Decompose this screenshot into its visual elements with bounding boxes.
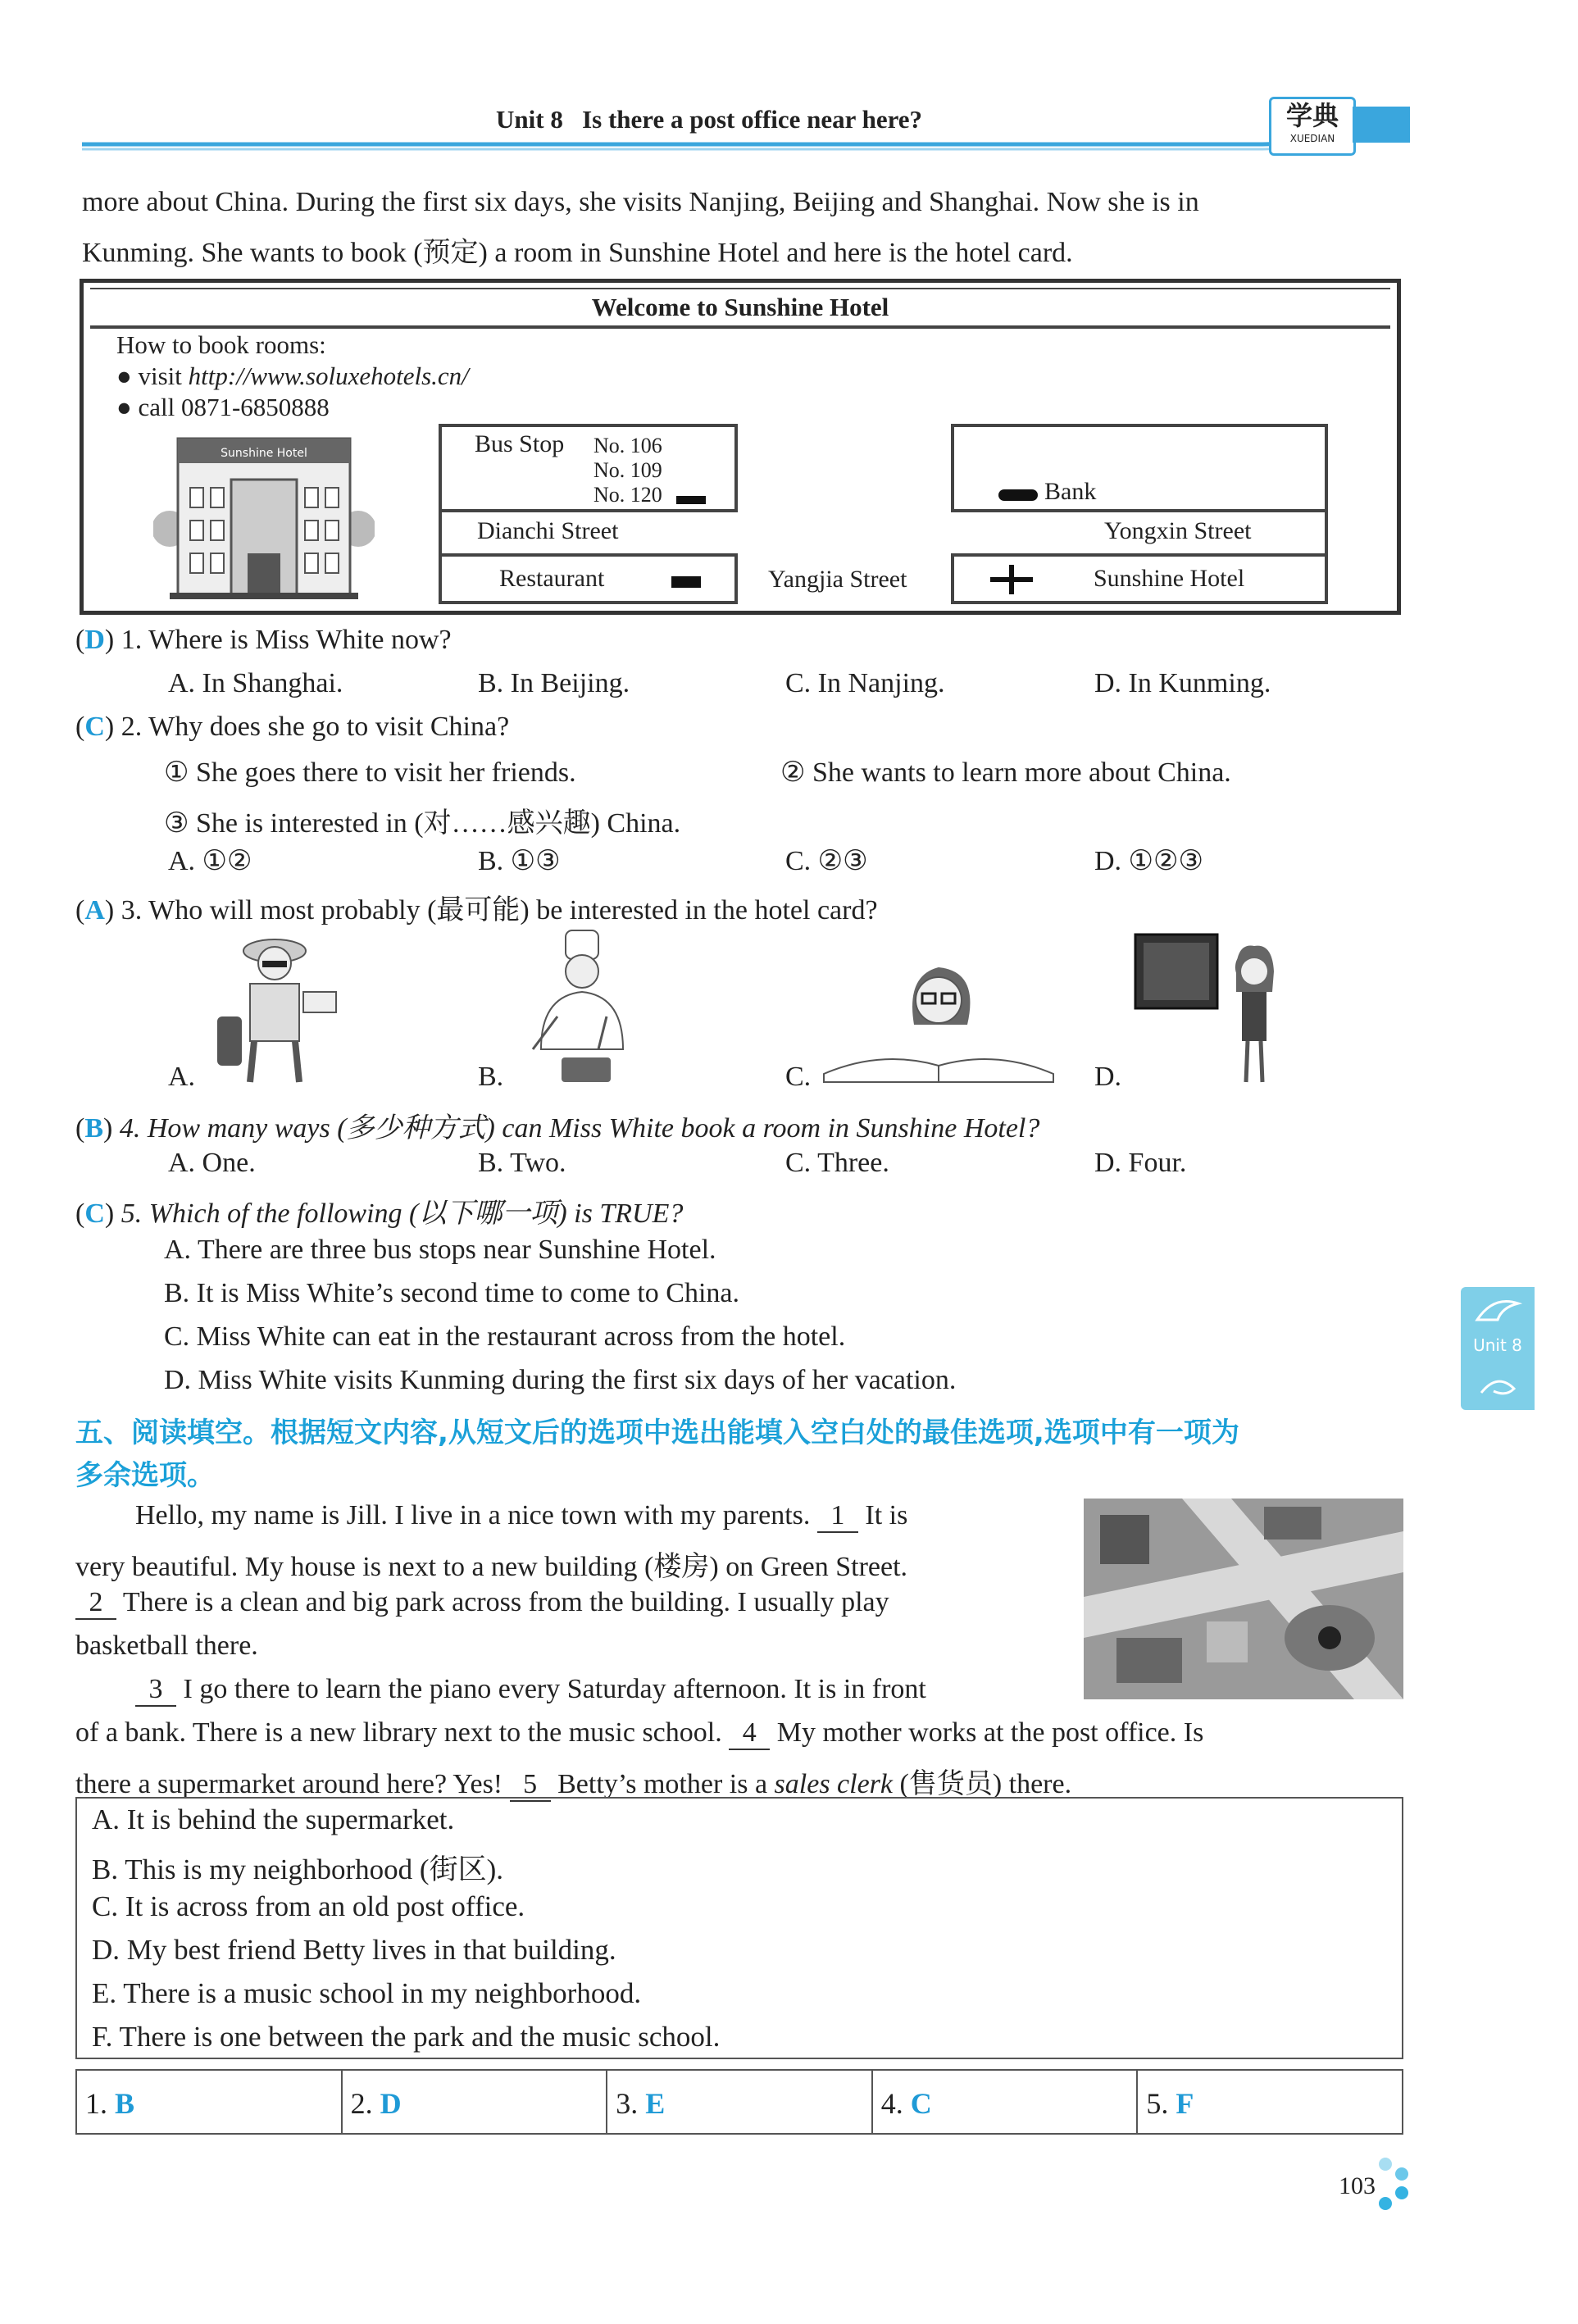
intro-line-2: Kunming. She wants to book (预定) a room in Sunshine Hotel and here is the hotel card.: [82, 238, 1073, 268]
logo: [1269, 97, 1356, 156]
q5-option-b: B. It is Miss White’s second time to come to China.: [164, 1278, 739, 1308]
blank-2[interactable]: 2: [75, 1587, 116, 1620]
bank-label: Bank: [1044, 478, 1097, 505]
answer-2: C: [84, 712, 105, 742]
q2-sub-3: ③ She is interested in (对……感兴趣) China.: [164, 808, 681, 839]
q3-option-d: D.: [1094, 1062, 1122, 1092]
visit-label: ● visit: [116, 362, 182, 390]
passage-line-6: [75, 1717, 1203, 1750]
section-5-title-line-2: 多余选项。: [75, 1459, 215, 1492]
q5-option-d: D. Miss White visits Kunming during the first six days of her vacation.: [164, 1365, 957, 1395]
q2-option-c: C. ②③: [785, 846, 868, 876]
answer-letter: B: [115, 2087, 135, 2120]
tourist-illustration: [205, 926, 344, 1090]
q2-sub-2: ② She wants to learn more about China.: [780, 757, 1231, 788]
answer-cell-1: [77, 2071, 343, 2133]
passage-text: My mother works at the post office. Is: [776, 1717, 1204, 1748]
question-1: (D) 1. Where is Miss White now?: [75, 625, 452, 655]
question-4: (B) 4. How many ways (多少种方式) can Miss White book a room in Sunshine Hotel?: [75, 1113, 1040, 1144]
q1-option-d: D. In Kunming.: [1094, 668, 1271, 698]
hotel-location-cross-icon: [987, 563, 1036, 596]
answer-3: A: [84, 895, 105, 926]
answer-num: 1.: [85, 2087, 107, 2120]
map-hotel-block: [951, 553, 1328, 604]
answer-5: C: [84, 1198, 105, 1229]
page-dots-decoration: [1369, 2156, 1418, 2213]
answer-cell-3: [607, 2071, 873, 2133]
hotel-card-title: Welcome to Sunshine Hotel: [90, 288, 1390, 329]
q1-option-b: B. In Beijing.: [478, 668, 630, 698]
question-4-stem: 4. How many ways (多少种方式) can Miss White book a room in Sunshine Hotel?: [119, 1113, 1040, 1144]
yongxin-street-label: Yongxin Street: [1104, 517, 1252, 544]
header-bar: [82, 105, 1410, 146]
passage-text: there a supermarket around here? Yes!: [75, 1769, 503, 1799]
chef-illustration: [508, 926, 656, 1090]
passage-line-5: [135, 1674, 926, 1707]
blank-3[interactable]: 3: [135, 1674, 176, 1707]
passage-text: (售货员) there.: [899, 1769, 1072, 1799]
answer-num: 4.: [880, 2087, 903, 2120]
header-unit: Unit 8: [496, 105, 563, 134]
choice-a: A. It is behind the supermarket.: [92, 1803, 455, 1835]
restaurant-marker: [671, 576, 701, 588]
answer-num: 3.: [616, 2087, 639, 2120]
q2-option-a: A. ①②: [168, 846, 252, 876]
passage-text: There is a clean and big park across from the building. I usually play: [122, 1587, 889, 1617]
passage-text: of a bank. There is a new library next to the music school.: [75, 1717, 722, 1748]
question-5: (C) 5. Which of the following (以下哪一项) is TRUE?: [75, 1198, 684, 1229]
q4-option-c: C. Three.: [785, 1148, 889, 1178]
swirl-icon: [1473, 1368, 1522, 1401]
passage-text: It is: [865, 1500, 908, 1530]
q4-option-a: A. One.: [168, 1148, 256, 1178]
bus-numbers: [593, 434, 662, 507]
answer-cell-2: [343, 2071, 608, 2133]
answer-letter: D: [380, 2087, 402, 2120]
answer-cell-4: [873, 2071, 1139, 2133]
choice-b: B. This is my neighborhood (街区).: [92, 1853, 503, 1885]
bus-number: No. 120: [593, 483, 662, 507]
answer-letter: F: [1176, 2087, 1194, 2120]
side-tab-label: Unit 8: [1473, 1335, 1522, 1355]
passage-line-1: [135, 1500, 907, 1533]
blank-5[interactable]: 5: [510, 1769, 551, 1802]
answer-num: 5.: [1146, 2087, 1169, 2120]
answers-grid: [75, 2069, 1403, 2135]
passage-line-3: [75, 1587, 889, 1620]
building-sign: Sunshine Hotel: [221, 447, 307, 460]
map-bus-stop-block: [439, 424, 738, 512]
question-5-stem: 5. Which of the following (以下哪一项) is TRUE?: [121, 1198, 684, 1229]
header-title: Is there a post office near here?: [582, 105, 923, 134]
q1-option-c: C. In Nanjing.: [785, 668, 945, 698]
header-unit-title: [496, 105, 922, 134]
q5-option-c: C. Miss White can eat in the restaurant across from the hotel.: [164, 1321, 846, 1352]
q3-option-a: A.: [168, 1062, 196, 1092]
passage-line-4: basketball there.: [75, 1630, 258, 1661]
map-bank-block: [951, 424, 1328, 512]
dianchi-street-label: Dianchi Street: [477, 517, 619, 544]
question-3: (A) 3. Who will most probably (最可能) be interested in the hotel card?: [75, 895, 878, 926]
yangjia-street-label: Yangjia Street: [768, 566, 907, 593]
passage-text: Hello, my name is Jill. I live in a nice town with my parents.: [135, 1500, 811, 1530]
how-to-book: How to book rooms:: [116, 330, 326, 359]
hotel-building-illustration: [153, 430, 375, 603]
q3-option-c: C.: [785, 1062, 812, 1092]
question-3-stem: 3. Who will most probably (最可能) be interested in the hotel card?: [121, 895, 878, 926]
passage-italic: sales clerk: [774, 1769, 893, 1799]
answer-4: B: [84, 1113, 104, 1144]
hotel-card: [80, 279, 1401, 615]
call-line: ● call 0871-6850888: [116, 393, 330, 421]
q2-option-b: B. ①③: [478, 846, 561, 876]
answer-letter: E: [645, 2087, 666, 2120]
question-2-stem: 2. Why does she go to visit China?: [121, 712, 510, 742]
answer-1: D: [84, 625, 105, 655]
reading-girl-illustration: [816, 943, 1062, 1090]
q4-option-b: B. Two.: [478, 1148, 566, 1178]
q2-sub-1: ① She goes there to visit her friends.: [164, 757, 576, 788]
logo-cn: 学典: [1285, 100, 1339, 131]
map-restaurant-block: [439, 553, 738, 604]
bus-number: No. 106: [593, 434, 662, 457]
blank-1[interactable]: 1: [817, 1500, 858, 1533]
page-number: 103: [1339, 2172, 1376, 2199]
q3-option-b: B.: [478, 1062, 504, 1092]
passage-line-2: very beautiful. My house is next to a new building (楼房) on Green Street.: [75, 1552, 908, 1582]
sunshine-hotel-label: Sunshine Hotel: [1094, 565, 1245, 592]
choices-box: [75, 1797, 1403, 2059]
bus-number: No. 109: [593, 458, 662, 482]
q4-option-d: D. Four.: [1094, 1148, 1187, 1178]
hotel-url[interactable]: http://www.soluxehotels.cn/: [188, 362, 469, 390]
teacher-screen-illustration: [1131, 926, 1295, 1090]
logo-en: XUEDIAN: [1289, 133, 1335, 144]
choice-e: E. There is a music school in my neighborhood.: [92, 1977, 642, 2009]
intro-line-1: more about China. During the first six days, she visits Nanjing, Beijing and Shanghai. Now she is in: [82, 187, 1199, 217]
passage-text: I go there to learn the piano every Saturday afternoon. It is in front: [183, 1674, 926, 1704]
passage-line-7: [75, 1761, 1071, 1802]
q5-option-a: A. There are three bus stops near Sunshine Hotel.: [164, 1235, 716, 1265]
answer-num: 2.: [350, 2087, 373, 2120]
section-5-title-line-1: 五、阅读填空。根据短文内容,从短文后的选项中选出能填入空白处的最佳选项,选项中有一项为: [75, 1417, 1239, 1449]
bank-marker: [998, 489, 1038, 501]
restaurant-label: Restaurant: [499, 565, 605, 592]
answer-letter: C: [910, 2087, 932, 2120]
q1-option-a: A. In Shanghai.: [168, 668, 343, 698]
bus-stop-marker: [676, 496, 706, 504]
choice-d: D. My best friend Betty lives in that building.: [92, 1934, 616, 1966]
choice-c: C. It is across from an old post office.: [92, 1890, 525, 1922]
choice-f: F. There is one between the park and the music school.: [92, 2021, 721, 2053]
wing-icon: [1473, 1295, 1522, 1328]
neighborhood-city-illustration: [1084, 1499, 1403, 1699]
question-1-stem: 1. Where is Miss White now?: [121, 625, 452, 655]
bus-stop-label: Bus Stop: [475, 430, 565, 457]
unit-side-tab[interactable]: [1461, 1287, 1535, 1410]
question-2: (C) 2. Why does she go to visit China?: [75, 712, 510, 742]
q2-option-d: D. ①②③: [1094, 846, 1203, 876]
visit-line: [116, 362, 469, 391]
passage-text: Betty’s mother is a: [557, 1769, 768, 1799]
header-right-stripe: [1353, 107, 1410, 143]
blank-4[interactable]: 4: [729, 1717, 770, 1750]
answer-cell-5: [1138, 2071, 1402, 2133]
